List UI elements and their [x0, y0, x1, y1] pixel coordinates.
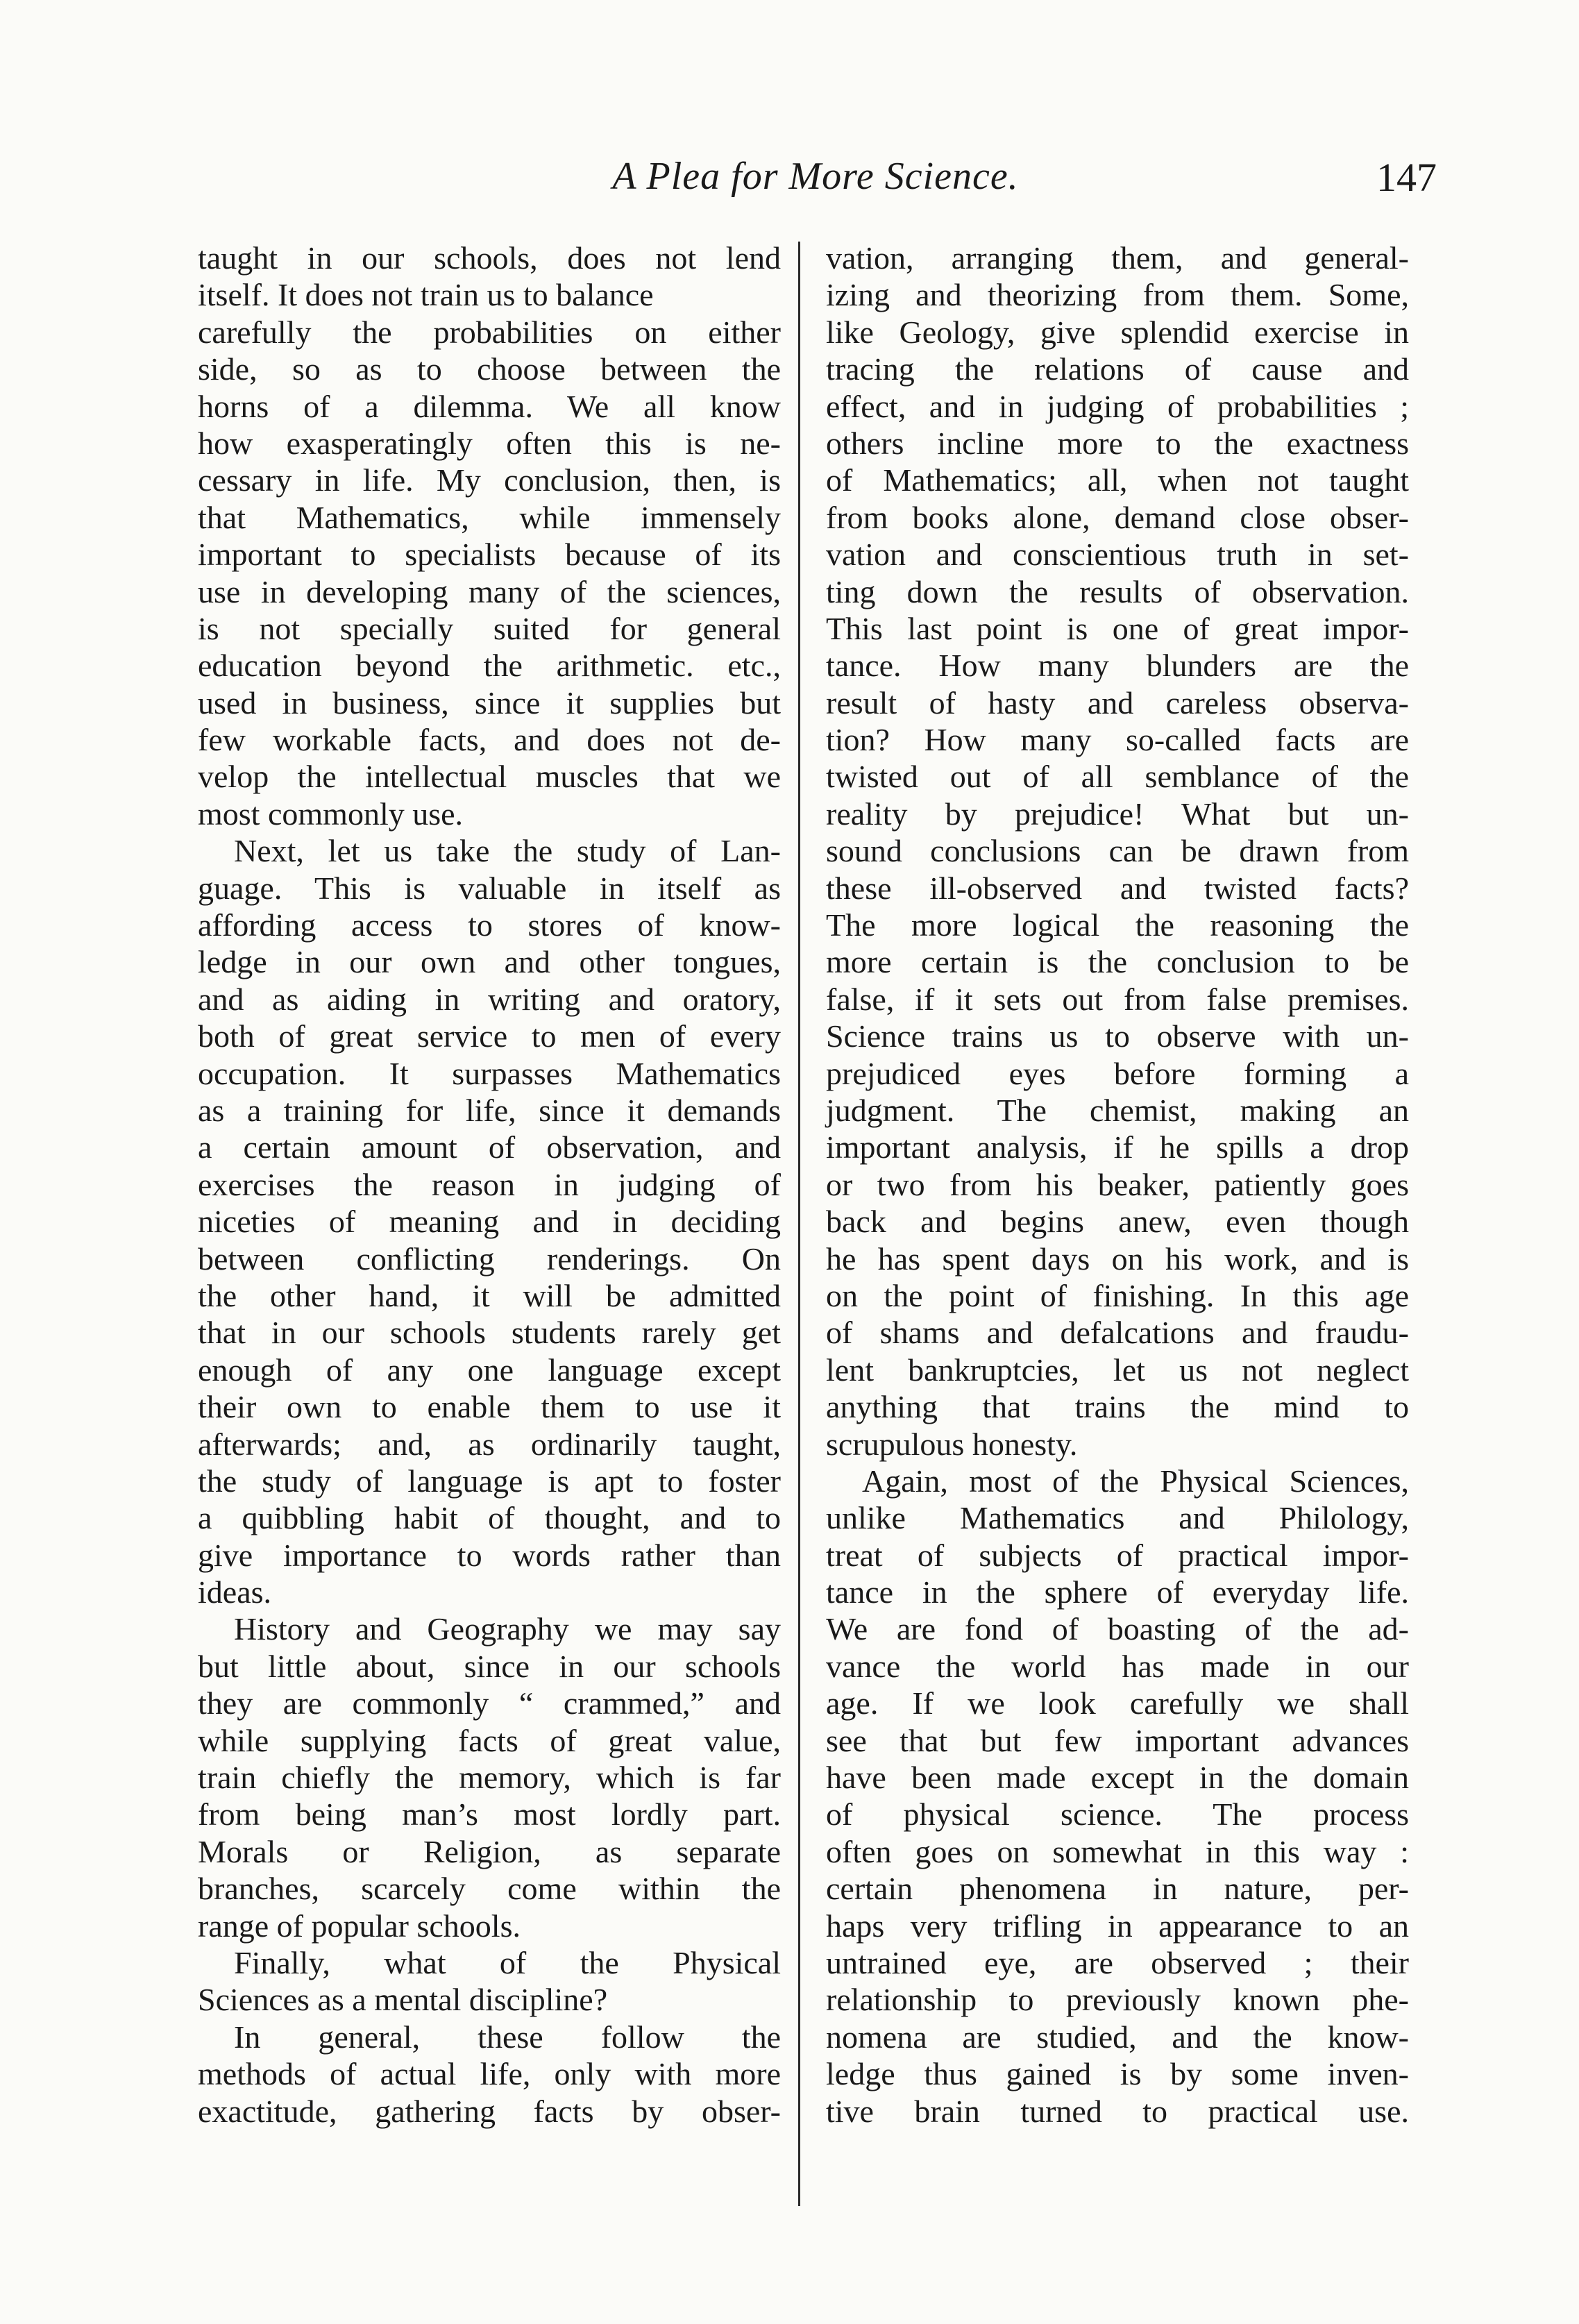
text-line: occupation. It surpasses Mathematics — [198, 1055, 781, 1091]
text-line: a quibbling habit of thought, and to — [198, 1500, 781, 1536]
text-line: methods of actual life, only with more — [198, 2056, 781, 2092]
text-line: how exasperatingly often this is ne- — [198, 425, 781, 461]
text-line: velop the intellectual muscles that we — [198, 759, 781, 795]
text-line: nomena are studied, and the know- — [826, 2019, 1409, 2055]
text-line: ideas. — [198, 1574, 272, 1610]
text-line: but little about, since in our schools — [198, 1648, 781, 1684]
text-line: false, if it sets out from false premises. — [826, 981, 1409, 1017]
text-line: these ill-observed and twisted facts? — [826, 870, 1409, 906]
text-line: between conflicting renderings. On — [198, 1240, 781, 1277]
text-column-left — [198, 239, 781, 2218]
text-line: their own to enable them to use it — [198, 1389, 781, 1425]
text-line: tance. How many blunders are the — [826, 648, 1409, 684]
text-line: History and Geography we may say — [234, 1611, 781, 1647]
text-line: effect, and in judging of probabilities ; — [826, 388, 1409, 424]
text-line: more certain is the conclusion to be — [826, 944, 1409, 980]
column-rule — [798, 242, 800, 2206]
text-line: ting down the results of observation. — [826, 573, 1409, 609]
running-head — [194, 154, 1437, 207]
text-line: Again, most of the Physical Sciences, — [862, 1463, 1409, 1499]
text-line: lent bankruptcies, let us not neglect — [826, 1352, 1409, 1388]
text-line: of physical science. The process — [826, 1796, 1409, 1833]
text-line: is not specially suited for general — [198, 610, 781, 646]
text-line: scrupulous honesty. — [826, 1426, 1078, 1462]
page-number: 147 — [1376, 155, 1437, 200]
text-line: enough of any one language except — [198, 1352, 781, 1388]
text-line: that in our schools students rarely get — [198, 1315, 781, 1351]
text-line: while supplying facts of great value, — [198, 1722, 781, 1758]
text-line: prejudiced eyes before forming a — [826, 1055, 1409, 1091]
text-line: tance in the sphere of everyday life. — [826, 1574, 1409, 1610]
running-title: A Plea for More Science. — [612, 155, 1019, 198]
text-line: side, so as to choose between the — [198, 351, 781, 387]
text-line: age. If we look carefully we shall — [826, 1685, 1409, 1721]
text-line: and as aiding in writing and oratory, — [198, 981, 781, 1017]
text-line: exercises the reason in judging of — [198, 1166, 781, 1202]
text-line: have been made except in the domain — [826, 1760, 1409, 1796]
text-line: tive brain turned to practical use. — [826, 2093, 1409, 2129]
text-line: from being man’s most lordly part. — [198, 1796, 781, 1833]
text-line: This last point is one of great impor- — [826, 610, 1409, 646]
text-line: Science trains us to observe with un- — [826, 1018, 1409, 1054]
text-line: reality by prejudice! What but un- — [826, 795, 1409, 832]
text-line: education beyond the arithmetic. etc., — [198, 648, 781, 684]
text-line: train chiefly the memory, which is far — [198, 1760, 781, 1796]
text-line: Sciences as a mental discipline? — [198, 1982, 608, 2018]
text-line: from books alone, demand close obser- — [826, 499, 1409, 535]
text-line: used in business, since it supplies but — [198, 684, 781, 721]
text-line: izing and theorizing from them. Some, — [826, 277, 1409, 313]
text-line: treat of subjects of practical impor- — [826, 1537, 1409, 1573]
text-line: anything that trains the mind to — [826, 1389, 1409, 1425]
text-line: vation and conscientious truth in set- — [826, 537, 1409, 573]
text-line: carefully the probabilities on either — [198, 314, 781, 350]
text-line: ledge in our own and other tongues, — [198, 944, 781, 980]
text-line: most commonly use. — [198, 795, 464, 832]
text-line: untrained eye, are observed ; their — [826, 1944, 1409, 1980]
text-line: few workable facts, and does not de- — [198, 722, 781, 758]
text-line: back and begins anew, even though — [826, 1204, 1409, 1240]
text-line: as a training for life, since it demands — [198, 1092, 781, 1128]
text-line: or two from his beaker, patiently goes — [826, 1166, 1409, 1202]
text-line: guage. This is valuable in itself as — [198, 870, 781, 906]
text-line: that Mathematics, while immensely — [198, 499, 781, 535]
text-line: tion? How many so-called facts are — [826, 722, 1409, 758]
text-line: important to specialists because of its — [198, 537, 781, 573]
text-line: often goes on somewhat in this way : — [826, 1833, 1409, 1869]
text-line: they are commonly “ crammed,” and — [198, 1685, 781, 1721]
text-line: on the point of finishing. In this age — [826, 1277, 1409, 1313]
text-line: Finally, what of the Physical — [234, 1944, 781, 1980]
text-line: exactitude, gathering facts by obser- — [198, 2093, 781, 2129]
text-line: branches, scarcely come within the — [198, 1871, 781, 1907]
text-line: the study of language is apt to foster — [198, 1463, 781, 1499]
text-line: cessary in life. My conclusion, then, is — [198, 462, 781, 498]
text-line: taught in our schools, does not lend — [198, 240, 781, 276]
text-line: ledge thus gained is by some inven- — [826, 2056, 1409, 2092]
text-line: relationship to previously known phe- — [826, 1982, 1409, 2018]
text-line: of Mathematics; all, when not taught — [826, 462, 1409, 498]
text-line: result of hasty and careless observa- — [826, 684, 1409, 721]
text-line: unlike Mathematics and Philology, — [826, 1500, 1409, 1536]
text-line: certain phenomena in nature, per- — [826, 1871, 1409, 1907]
text-line: We are fond of boasting of the ad- — [826, 1611, 1409, 1647]
text-line: haps very trifling in appearance to an — [826, 1908, 1409, 1944]
text-line: others incline more to the exactness — [826, 425, 1409, 461]
text-line: tracing the relations of cause and — [826, 351, 1409, 387]
text-line: sound conclusions can be drawn from — [826, 833, 1409, 869]
text-line: Morals or Religion, as separate — [198, 1833, 781, 1869]
text-line: affording access to stores of know- — [198, 907, 781, 943]
text-line: range of popular schools. — [198, 1908, 521, 1944]
text-column-right — [826, 239, 1409, 2218]
text-line: afterwards; and, as ordinarily taught, — [198, 1426, 781, 1462]
text-line: both of great service to men of every — [198, 1018, 781, 1054]
text-line: important analysis, if he spills a drop — [826, 1129, 1409, 1165]
text-line: he has spent days on his work, and is — [826, 1240, 1409, 1277]
text-line: of shams and defalcations and fraudu- — [826, 1315, 1409, 1351]
text-line: judgment. The chemist, making an — [826, 1092, 1409, 1128]
text-line: vance the world has made in our — [826, 1648, 1409, 1684]
text-line: give importance to words rather than — [198, 1537, 781, 1573]
text-line: twisted out of all semblance of the — [826, 759, 1409, 795]
text-line: Next, let us take the study of Lan- — [234, 833, 781, 869]
text-line: In general, these follow the — [234, 2019, 781, 2055]
text-line: see that but few important advances — [826, 1722, 1409, 1758]
text-line: horns of a dilemma. We all know — [198, 388, 781, 424]
text-line: vation, arranging them, and general- — [826, 240, 1409, 276]
text-line: use in developing many of the sciences, — [198, 573, 781, 609]
text-line: itself. It does not train us to balance — [198, 277, 654, 313]
text-line: The more logical the reasoning the — [826, 907, 1409, 943]
text-line: a certain amount of observation, and — [198, 1129, 781, 1165]
text-line: the other hand, it will be admitted — [198, 1277, 781, 1313]
text-line: niceties of meaning and in deciding — [198, 1204, 781, 1240]
text-line: like Geology, give splendid exercise in — [826, 314, 1409, 350]
